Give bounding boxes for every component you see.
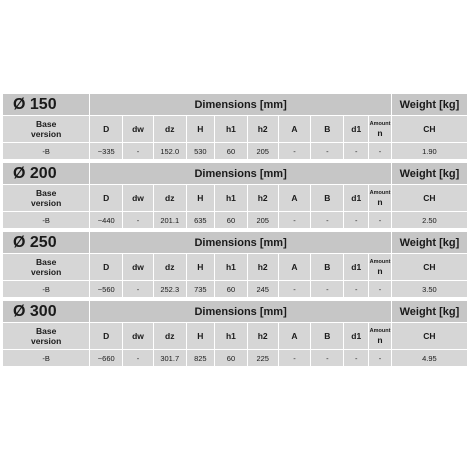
spec-tables [2,93,468,369]
base-version-label [3,254,90,281]
column-header-row [3,254,468,281]
amount-label: Amount [369,121,391,127]
value-cell: - [311,350,344,367]
column-header: D [90,185,123,212]
column-header: dz [153,185,186,212]
table-row [3,143,468,160]
column-header: H [186,185,214,212]
column-header: H [186,254,214,281]
value-cell: - [123,143,154,160]
weight-header: Weight [kg] [391,163,467,185]
value-cell: ~660 [90,350,123,367]
dimensions-header: Dimensions [mm] [90,301,392,323]
value-cell: 301.7 [153,350,186,367]
value-cell: 60 [215,350,248,367]
value-cell: 530 [186,143,214,160]
value-cell: 60 [215,212,248,229]
value-cell: 201.1 [153,212,186,229]
weight-value: 1.90 [391,143,467,160]
value-cell: - [369,143,392,160]
weight-header: Weight [kg] [391,301,467,323]
value-cell: - [311,212,344,229]
value-cell: 152.0 [153,143,186,160]
value-cell: - [369,350,392,367]
value-cell: 60 [215,281,248,298]
dimensions-header: Dimensions [mm] [90,94,392,116]
value-cell: 60 [215,143,248,160]
title-row [3,232,468,254]
value-cell: 225 [247,350,278,367]
column-header-row [3,323,468,350]
column-header: A [278,116,311,143]
value-cell: - [369,281,392,298]
column-header: dw [123,116,154,143]
column-header: dz [153,323,186,350]
size-label: Ø 200 [3,163,90,185]
column-header: h2 [247,254,278,281]
column-header: D [90,323,123,350]
base-label-line1: Base [35,188,57,198]
column-header: H [186,116,214,143]
column-header: h2 [247,185,278,212]
size-label: Ø 300 [3,301,90,323]
column-header: dz [153,254,186,281]
weight-value: 3.50 [391,281,467,298]
column-header-row [3,116,468,143]
value-cell: 252.3 [153,281,186,298]
weight-column-header: CH [391,254,467,281]
weight-value: 2.50 [391,212,467,229]
table-row [3,350,468,367]
value-cell: - [311,143,344,160]
column-header: h1 [215,323,248,350]
value-cell: ~440 [90,212,123,229]
amount-label: Amount [369,259,391,265]
weight-column-header: CH [391,323,467,350]
title-row [3,163,468,185]
dimensions-header: Dimensions [mm] [90,163,392,185]
value-cell: - [123,350,154,367]
column-header: d1 [344,185,369,212]
variant-label: -B [3,350,90,367]
column-header: d1 [344,323,369,350]
value-cell: ~335 [90,143,123,160]
column-header: h1 [215,185,248,212]
base-label-line2: version [31,267,62,277]
amount-label: Amount [369,190,391,196]
column-header: h1 [215,116,248,143]
amount-header [369,185,392,212]
weight-value: 4.95 [391,350,467,367]
base-label-line1: Base [35,119,57,129]
size-label: Ø 150 [3,94,90,116]
value-cell: - [344,350,369,367]
column-header: A [278,254,311,281]
value-cell: - [278,350,311,367]
value-cell: 635 [186,212,214,229]
amount-label: Amount [369,328,391,334]
value-cell: ~560 [90,281,123,298]
table-row [3,212,468,229]
value-cell: 205 [247,212,278,229]
base-label-line2: version [31,336,62,346]
column-header: h2 [247,323,278,350]
value-cell: 245 [247,281,278,298]
amount-unit: n [377,197,383,207]
value-cell: - [311,281,344,298]
base-version-label [3,323,90,350]
column-header: H [186,323,214,350]
column-header: dw [123,254,154,281]
value-cell: - [123,212,154,229]
column-header: A [278,185,311,212]
column-header: d1 [344,254,369,281]
column-header: D [90,116,123,143]
column-header: dz [153,116,186,143]
base-version-label [3,116,90,143]
base-label-line1: Base [35,326,57,336]
value-cell: 205 [247,143,278,160]
value-cell: - [123,281,154,298]
column-header-row [3,185,468,212]
weight-header: Weight [kg] [391,232,467,254]
amount-unit: n [377,266,383,276]
column-header: B [311,116,344,143]
amount-unit: n [377,335,383,345]
amount-header [369,323,392,350]
column-header: h1 [215,254,248,281]
variant-label: -B [3,143,90,160]
spec-table [2,231,468,298]
column-header: B [311,323,344,350]
weight-column-header: CH [391,116,467,143]
size-label: Ø 250 [3,232,90,254]
value-cell: - [344,212,369,229]
column-header: B [311,254,344,281]
weight-column-header: CH [391,185,467,212]
title-row [3,301,468,323]
value-cell: - [344,281,369,298]
amount-header [369,254,392,281]
spec-table [2,162,468,229]
spec-table [2,300,468,367]
weight-header: Weight [kg] [391,94,467,116]
base-version-label [3,185,90,212]
column-header: D [90,254,123,281]
dimensions-header: Dimensions [mm] [90,232,392,254]
column-header: dw [123,323,154,350]
value-cell: - [369,212,392,229]
variant-label: -B [3,212,90,229]
column-header: B [311,185,344,212]
column-header: d1 [344,116,369,143]
base-label-line1: Base [35,257,57,267]
spec-table [2,93,468,160]
amount-unit: n [377,128,383,138]
column-header: A [278,323,311,350]
value-cell: - [278,143,311,160]
value-cell: 735 [186,281,214,298]
table-row [3,281,468,298]
column-header: dw [123,185,154,212]
value-cell: 825 [186,350,214,367]
value-cell: - [278,212,311,229]
variant-label: -B [3,281,90,298]
value-cell: - [278,281,311,298]
base-label-line2: version [31,198,62,208]
amount-header [369,116,392,143]
base-label-line2: version [31,129,62,139]
value-cell: - [344,143,369,160]
title-row [3,94,468,116]
column-header: h2 [247,116,278,143]
